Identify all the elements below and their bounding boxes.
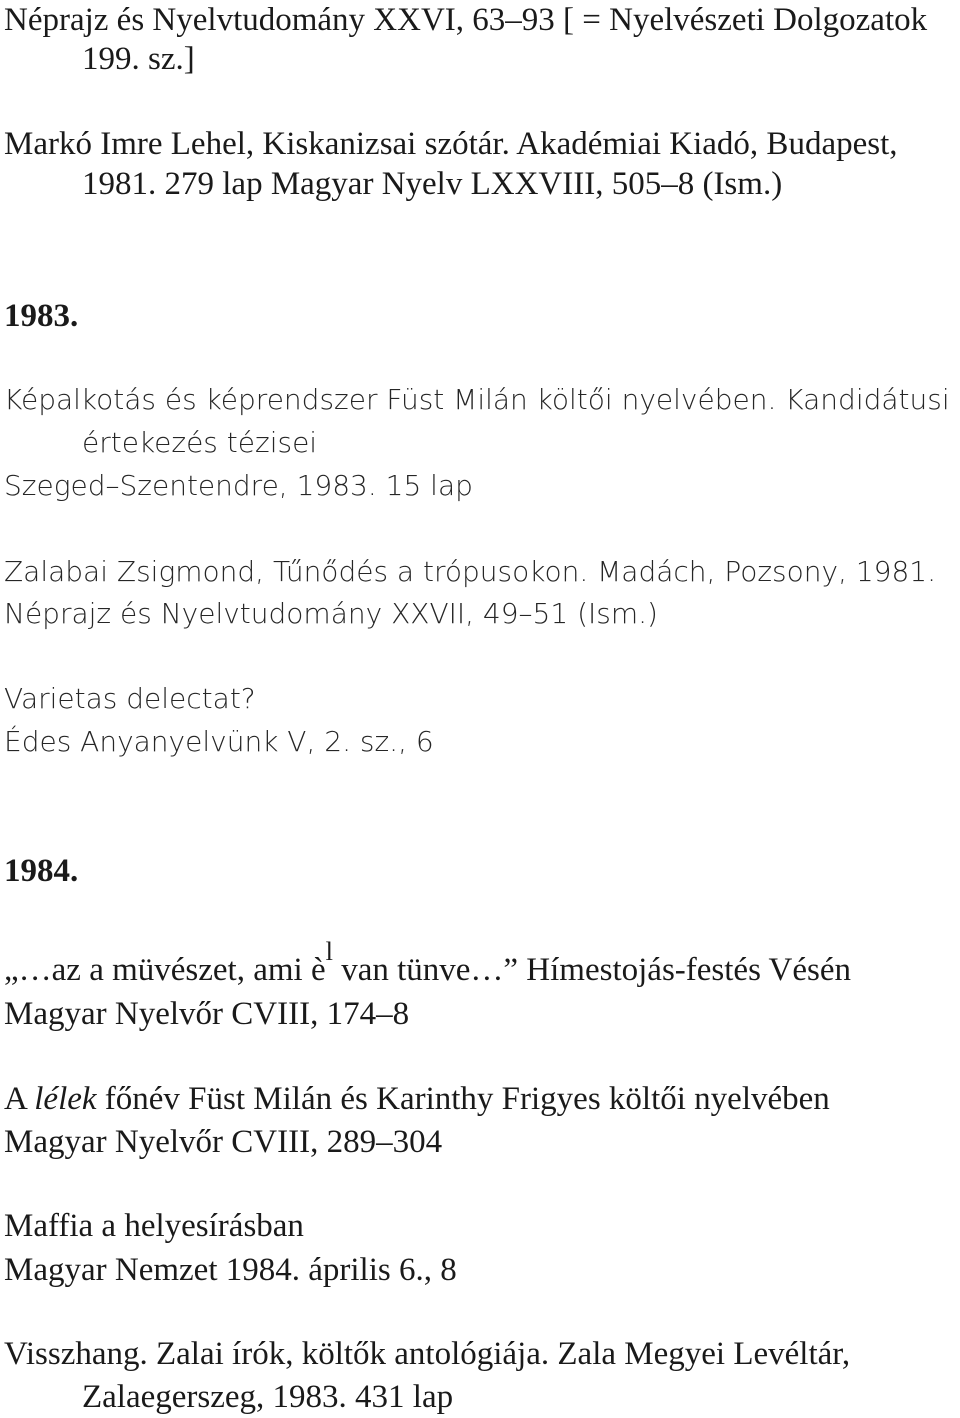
entry-line bbox=[4, 936, 852, 988]
entry-line: Édes Anyanyelvünk V, 2. sz., 6 bbox=[4, 725, 434, 758]
entry-line: Visszhang. Zalai írók, költők antológiája. Zala Megyei Levéltár, bbox=[4, 1336, 851, 1372]
entry-line: Magyar Nemzet 1984. április 6., 8 bbox=[4, 1252, 457, 1288]
entry-text: főnév Füst Milán és Karinthy Frigyes költői nyelvében bbox=[96, 1081, 830, 1117]
superscript: l bbox=[325, 936, 333, 967]
entry-line bbox=[4, 1083, 830, 1116]
entry-line: 199. sz.] bbox=[82, 41, 195, 77]
entry-line: Zalabai Zsigmond, Tűnődés a trópusokon. Madách, Pozsony, 1981. bbox=[4, 555, 937, 588]
entry-line: Varietas delectat? bbox=[4, 682, 256, 715]
entry-line: Magyar Nyelvőr CVIII, 174–8 bbox=[4, 996, 410, 1032]
entry-line: Szeged–Szentendre, 1983. 15 lap bbox=[4, 469, 473, 502]
italic-word: lélek bbox=[34, 1081, 97, 1117]
entry-line: Képalkotás és képrendszer Füst Milán költői nyelvében. Kandidátusi bbox=[4, 383, 950, 416]
entry-line: Zalaegerszeg, 1983. 431 lap bbox=[82, 1379, 454, 1415]
entry-line: 1981. 279 lap Magyar Nyelv LXXVIII, 505–8 (Ism.) bbox=[82, 166, 783, 202]
entry-text: „…az a müvészet, ami è bbox=[4, 952, 326, 988]
entry-line: Magyar Nyelvőr CVIII, 289–304 bbox=[4, 1124, 443, 1160]
entry-line: Markó Imre Lehel, Kiskanizsai szótár. Akadémiai Kiadó, Budapest, bbox=[4, 126, 898, 162]
year-heading: 1984. bbox=[4, 853, 79, 889]
entry-line: értekezés tézisei bbox=[82, 426, 318, 459]
entry-line: Néprajz és Nyelvtudomány XXVII, 49–51 (Ism.) bbox=[4, 597, 658, 630]
entry-text: A bbox=[4, 1081, 35, 1117]
entry-line: Maffia a helyesírásban bbox=[4, 1208, 304, 1244]
entry-line: Néprajz és Nyelvtudomány XXVI, 63–93 [ = Nyelvészeti Dolgozatok bbox=[4, 2, 928, 38]
year-heading: 1983. bbox=[4, 298, 79, 334]
entry-text: van tünve…” Hímestojás-festés Vésén bbox=[332, 952, 852, 988]
